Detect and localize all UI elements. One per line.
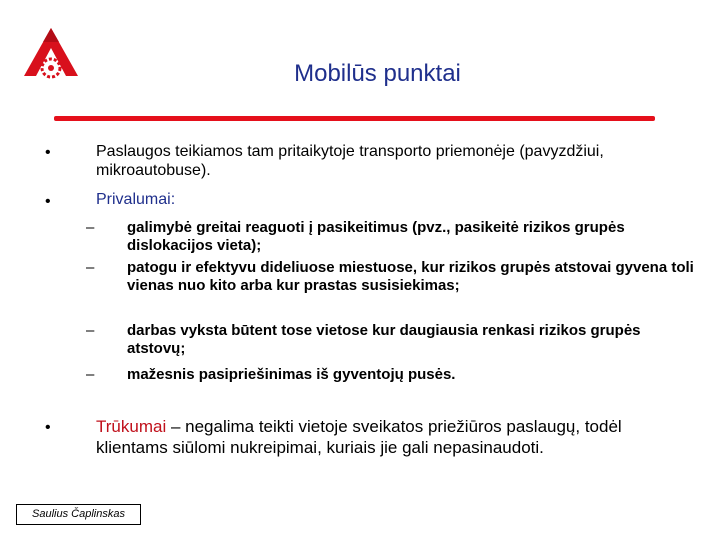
dash-marker: – [86, 366, 95, 383]
separator: – [166, 417, 186, 436]
list-item: mažesnis pasipriešinimas iš gyventojų pusės. [127, 366, 456, 383]
bullet-text-privalumai: Privalumai: [96, 191, 176, 208]
bullet-marker: • [45, 144, 51, 161]
page-title: Mobilūs punktai [294, 60, 461, 87]
list-item: darbas vyksta būtent tose vietose kur daugiausia renkasi rizikos grupės atstovų; [127, 322, 641, 357]
bullet-marker: • [45, 419, 51, 436]
list-item: patogu ir efektyvu dideliuose miestuose, kur rizikos grupės atstovai gyvena toli vienas nuo kito arba kur prastas susisiekimas; [127, 259, 694, 294]
bullet-marker: • [45, 193, 51, 210]
list-item: galimybė greitai reaguoti į pasikeitimus (pvz., pasikeitė rizikos grupės dislokacijos vieta); [127, 219, 625, 254]
bullet-text-trukumai [96, 416, 686, 458]
red-triangle-ribbon-logo [20, 24, 82, 86]
author-label: Saulius Čaplinskas [16, 504, 141, 525]
trukumai-text: negalima teikti vietoje sveikatos priežiūros paslaugų, todėl klientams siūlomi nukreipimai, kuriais jie gali nepasinaudoti. [96, 417, 622, 457]
bullet-text: Paslaugos teikiamos tam pritaikytoje transporto priemonėje (pavyzdžiui, mikroautobuse). [96, 143, 604, 179]
dash-marker: – [86, 259, 95, 276]
dash-marker: – [86, 219, 95, 236]
dash-marker: – [86, 322, 95, 339]
trukumai-label: Trūkumai [96, 417, 167, 436]
title-underline [54, 116, 655, 121]
